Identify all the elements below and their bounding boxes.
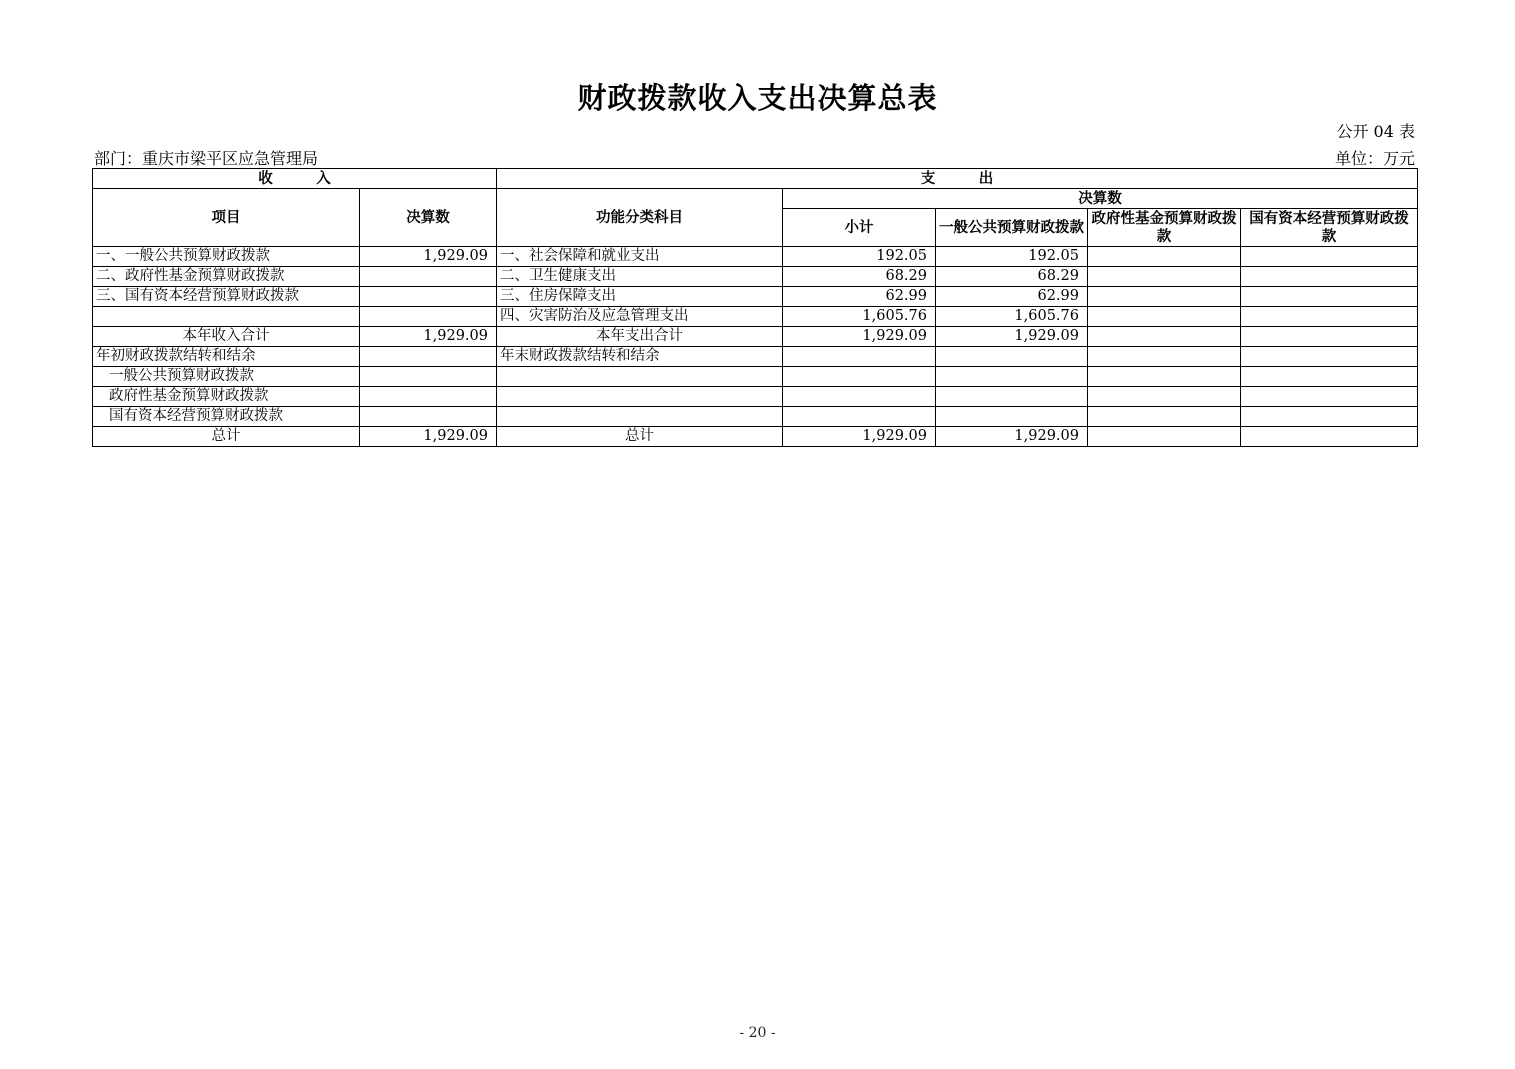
item-cell <box>93 307 360 327</box>
table-row <box>93 307 1418 327</box>
amount-cell <box>360 307 497 327</box>
item-cell: 年初财政拨款结转和结余 <box>93 347 360 367</box>
general-cell: 192.05 <box>936 247 1088 267</box>
item-cell: 一、一般公共预算财政拨款 <box>93 247 360 267</box>
func-cell: 年末财政拨款结转和结余 <box>497 347 783 367</box>
expense-header: 支 出 <box>497 169 1418 189</box>
capital-cell <box>1241 327 1418 347</box>
subtotal-cell: 192.05 <box>783 247 936 267</box>
subtotal-cell: 68.29 <box>783 267 936 287</box>
capital-cell <box>1241 267 1418 287</box>
amount-cell: 1,929.09 <box>360 427 497 447</box>
govfund-cell <box>1088 327 1241 347</box>
func-cell: 本年支出合计 <box>497 327 783 347</box>
subtotal-cell: 1,605.76 <box>783 307 936 327</box>
amount-header: 决算数 <box>360 189 497 247</box>
amount-cell: 1,929.09 <box>360 327 497 347</box>
subtotal-cell: 62.99 <box>783 287 936 307</box>
capital-cell <box>1241 427 1418 447</box>
capital-cell <box>1241 247 1418 267</box>
subtotal-cell <box>783 347 936 367</box>
govfund-cell <box>1088 287 1241 307</box>
amount-cell <box>360 287 497 307</box>
capital-cell <box>1241 287 1418 307</box>
func-cell <box>497 387 783 407</box>
capital-cell <box>1241 347 1418 367</box>
subtotal-cell <box>783 367 936 387</box>
page-number: - 20 - <box>739 1025 776 1041</box>
form-number: 公开 04 表 <box>1336 122 1415 141</box>
amount-cell <box>360 267 497 287</box>
general-cell <box>936 387 1088 407</box>
table-row <box>93 427 1418 447</box>
subtotal-cell: 1,929.09 <box>783 427 936 447</box>
general-cell: 1,929.09 <box>936 327 1088 347</box>
amount-cell <box>360 387 497 407</box>
income-header: 收 入 <box>93 169 497 189</box>
item-cell: 二、政府性基金预算财政拨款 <box>93 267 360 287</box>
item-cell: 本年收入合计 <box>93 327 360 347</box>
table-row <box>93 267 1418 287</box>
general-budget-header: 一般公共预算财政拨款 <box>936 209 1088 247</box>
amount-cell <box>360 347 497 367</box>
general-cell <box>936 407 1088 427</box>
subtotal-header: 小计 <box>783 209 936 247</box>
table-row <box>93 367 1418 387</box>
table-row <box>93 407 1418 427</box>
govfund-cell <box>1088 267 1241 287</box>
final-amount-header: 决算数 <box>783 189 1418 209</box>
capital-cell <box>1241 407 1418 427</box>
govfund-cell <box>1088 367 1241 387</box>
item-cell: 国有资本经营预算财政拨款 <box>93 407 360 427</box>
general-cell: 1,929.09 <box>936 427 1088 447</box>
govfund-cell <box>1088 407 1241 427</box>
func-cell: 二、卫生健康支出 <box>497 267 783 287</box>
govfund-cell <box>1088 307 1241 327</box>
page-title: 财政拨款收入支出决算总表 <box>577 81 938 115</box>
table-row <box>93 347 1418 367</box>
general-cell: 62.99 <box>936 287 1088 307</box>
item-cell: 政府性基金预算财政拨款 <box>93 387 360 407</box>
func-cell: 四、灾害防治及应急管理支出 <box>497 307 783 327</box>
func-cell <box>497 407 783 427</box>
general-cell <box>936 347 1088 367</box>
item-header: 项目 <box>93 189 360 247</box>
item-cell: 三、国有资本经营预算财政拨款 <box>93 287 360 307</box>
capital-cell <box>1241 387 1418 407</box>
amount-cell: 1,929.09 <box>360 247 497 267</box>
func-cell: 三、住房保障支出 <box>497 287 783 307</box>
table-row <box>93 387 1418 407</box>
item-cell: 总计 <box>93 427 360 447</box>
table-row <box>93 327 1418 347</box>
subtotal-cell <box>783 387 936 407</box>
subtotal-cell <box>783 407 936 427</box>
capital-cell <box>1241 367 1418 387</box>
subtotal-cell: 1,929.09 <box>783 327 936 347</box>
amount-cell <box>360 407 497 427</box>
table-row <box>93 247 1418 267</box>
budget-summary-table <box>92 168 1418 447</box>
func-cell: 一、社会保障和就业支出 <box>497 247 783 267</box>
general-cell <box>936 367 1088 387</box>
func-class-header: 功能分类科目 <box>497 189 783 247</box>
func-cell: 总计 <box>497 427 783 447</box>
gov-fund-header: 政府性基金预算财政拨款 <box>1088 209 1241 247</box>
table-row <box>93 287 1418 307</box>
govfund-cell <box>1088 427 1241 447</box>
govfund-cell <box>1088 347 1241 367</box>
govfund-cell <box>1088 247 1241 267</box>
govfund-cell <box>1088 387 1241 407</box>
amount-cell <box>360 367 497 387</box>
item-cell: 一般公共预算财政拨款 <box>93 367 360 387</box>
department-label: 部门：重庆市梁平区应急管理局 <box>94 149 319 168</box>
unit-label: 单位：万元 <box>1334 149 1415 168</box>
general-cell: 68.29 <box>936 267 1088 287</box>
func-cell <box>497 367 783 387</box>
capital-cell <box>1241 307 1418 327</box>
state-capital-header: 国有资本经营预算财政拨款 <box>1241 209 1418 247</box>
general-cell: 1,605.76 <box>936 307 1088 327</box>
